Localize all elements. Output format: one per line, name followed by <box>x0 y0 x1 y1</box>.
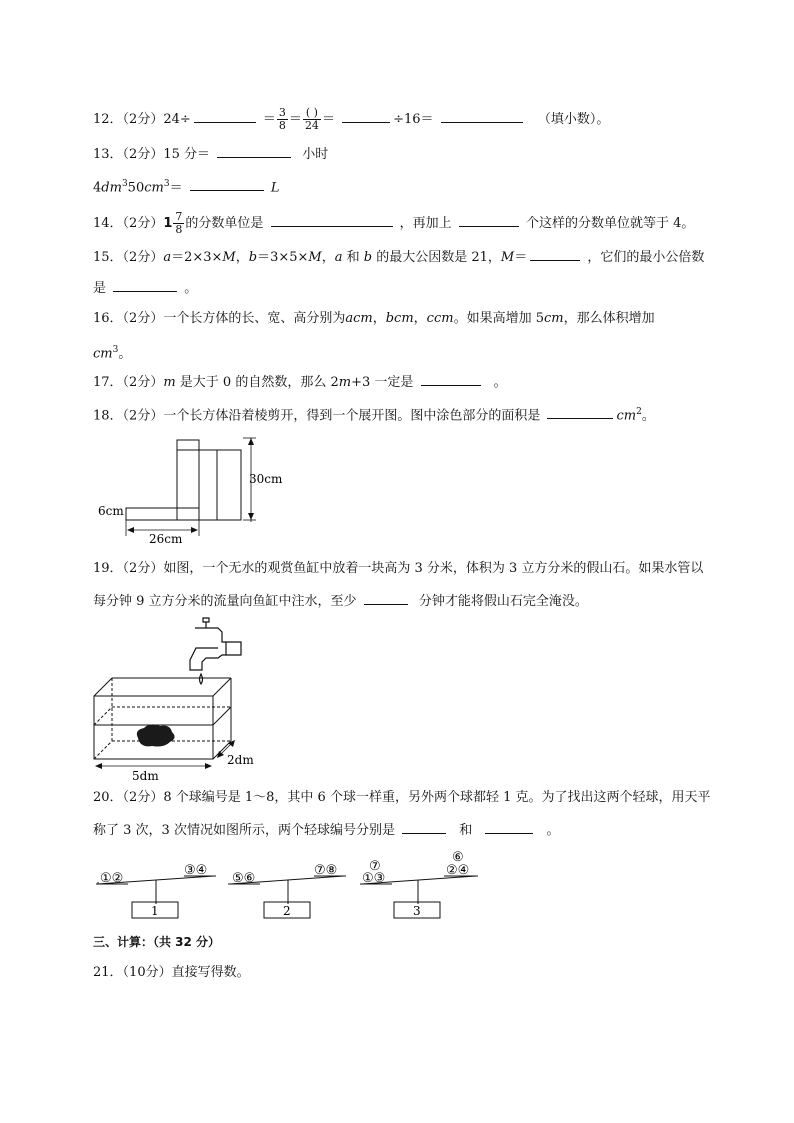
question-17: 17．（2分）m 是大于 0 的自然数，那么 2m+3 一定是 。 <box>93 372 507 392</box>
q14-number: 14．（2分） <box>93 216 164 231</box>
scale-2-right-balls: ⑦⑧ <box>314 863 338 878</box>
q13-blank-2[interactable] <box>190 177 264 191</box>
q20-blank-2[interactable] <box>485 820 533 834</box>
scale-3-right-top-ball: ⑥ <box>452 850 464 865</box>
question-15-part-2: 是 。 <box>93 278 197 298</box>
question-16-part-2: $cm^3$。 <box>93 345 132 362</box>
q12-blank-2[interactable] <box>342 109 390 123</box>
q19-label-2dm: 2dm <box>227 753 254 767</box>
q12-blank-1[interactable] <box>194 109 256 123</box>
q19-number: 19．（2分） <box>93 561 164 576</box>
rock-icon <box>137 724 175 746</box>
q14-fraction: $\frac{7}{8}$ <box>175 210 183 236</box>
q17-number: 17．（2分） <box>93 375 164 390</box>
q12-fraction-2: $\frac{( )}{24}$ <box>304 106 319 132</box>
q19-fish-tank-figure <box>88 612 268 784</box>
q18-label-6cm: 6cm <box>98 504 124 518</box>
scale-3-label: 3 <box>413 904 421 918</box>
question-13: 13．（2分）15 分＝ 小时 <box>93 144 328 164</box>
q15-blank-2[interactable] <box>113 278 177 292</box>
question-16: 16．（2分）一个长方体的长、宽、高分别为acm，bcm，ccm。如果高增加 5cm，那么体积增加 <box>93 311 655 326</box>
q18-net-figure <box>93 436 293 546</box>
q18-blank[interactable] <box>547 405 613 419</box>
q14-blank-1[interactable] <box>271 213 393 227</box>
scale-2-left-balls: ⑤⑥ <box>232 871 256 886</box>
q13-blank-1[interactable] <box>217 144 291 158</box>
question-15: 15．（2分）a＝2×3×M，b＝3×5×M，a 和 b 的最大公因数是 21，M＝ ，它们的最小公倍数 <box>93 247 704 267</box>
question-18: 18．（2分）一个长方体沿着棱剪开，得到一个展开图。图中涂色部分的面积是 $cm^2$。 <box>93 407 655 424</box>
scale-3-left-top-ball: ⑦ <box>369 859 381 874</box>
question-19-part-2: 每分钟 9 立方分米的流量向鱼缸中注水，至少 分钟才能将假山石完全淹没。 <box>93 591 588 611</box>
question-19: 19．（2分）如图，一个无水的观赏鱼缸中放着一块高为 3 分米，体积为 3 立方分米的假山石。如果水管以 <box>93 561 704 576</box>
q12-fraction-1: $\frac{3}{8}$ <box>278 106 286 132</box>
q13-number: 13．（2分） <box>93 147 164 162</box>
question-21: 21．（10分）直接写得数。 <box>93 965 250 980</box>
scale-1-label: 1 <box>151 904 159 918</box>
q12-number: 12．（2分） <box>93 112 164 127</box>
scale-1-right-balls: ③④ <box>184 863 208 878</box>
scale-3-right-balls: ②④ <box>446 863 470 878</box>
scale-1-left-balls: ①② <box>100 871 124 886</box>
question-14: 14．（2分）1 $\frac{7}{8}$ 的分数单位是 ，再加上 个这样的分数单位就等于 4。 <box>93 210 695 236</box>
question-13-part-2: $4dm^350cm^3= L$ <box>93 179 280 196</box>
q12-blank-3[interactable] <box>441 109 523 123</box>
q16-number: 16．（2分） <box>93 311 164 326</box>
q15-blank-1[interactable] <box>530 247 580 261</box>
q21-number: 21．（10分） <box>93 965 172 980</box>
section-3-title: 三、计算：（共 32 分） <box>93 935 221 949</box>
q19-label-5dm: 5dm <box>132 769 159 783</box>
q20-balance-figures <box>92 846 492 922</box>
q20-blank-1[interactable] <box>402 820 446 834</box>
q18-label-26cm: 26cm <box>149 532 183 546</box>
q18-label-30cm: 30cm <box>249 472 283 486</box>
q18-number: 18．（2分） <box>93 408 164 424</box>
q15-number: 15．（2分） <box>93 250 164 265</box>
question-12: 12．（2分）24÷ ＝ $\frac{3}{8}$ ＝ $\frac{( )}{24}$ ＝ ÷16＝ （填小数）。 <box>93 106 610 132</box>
q14-blank-2[interactable] <box>459 213 519 227</box>
q17-blank[interactable] <box>421 372 481 386</box>
faucet-icon <box>190 618 241 684</box>
q20-number: 20．（2分） <box>93 790 164 805</box>
scale-2-label: 2 <box>283 904 291 918</box>
q19-blank[interactable] <box>364 591 408 605</box>
scale-3-left-balls: ①③ <box>362 871 386 886</box>
question-20-part-2: 称了 3 次，3 次情况如图所示，两个轻球编号分别是 和 。 <box>93 820 560 840</box>
question-20: 20．（2分）8 个球编号是 1～8，其中 6 个球一样重，另外两个球都轻 1 克。为了找出这两个轻球，用天平 <box>93 790 711 805</box>
